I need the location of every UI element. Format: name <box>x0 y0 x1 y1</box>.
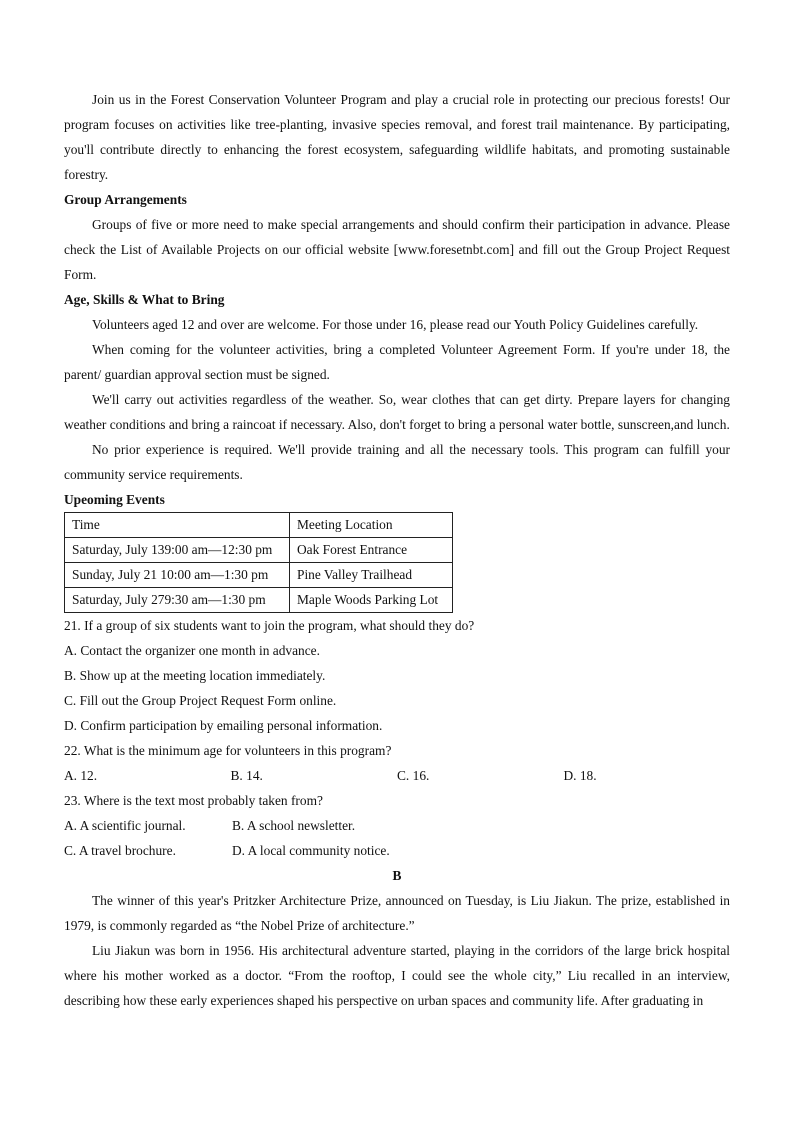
age-paragraph-1: Volunteers aged 12 and over are welcome. For those under 16, please read our Youth Policy Guidelines carefully. <box>92 317 699 332</box>
section-b-label: B <box>392 868 402 883</box>
table-cell-time: Saturday, July 279:30 am—1:30 pm <box>65 588 290 613</box>
document-page <box>64 87 730 1013</box>
q22-option-d: D. 18. <box>563 768 597 783</box>
q21-option-d: D. Confirm participation by emailing personal information. <box>64 718 383 733</box>
table-cell-time: Saturday, July 139:00 am—12:30 pm <box>65 538 290 563</box>
q23-options-row-2 <box>64 838 730 863</box>
q21-option-c: C. Fill out the Group Project Request Form online. <box>64 693 337 708</box>
section-b-paragraph-2: Liu Jiakun was born in 1956. His architectural adventure started, playing in the corridors of the large brick hospital where his mother worked as a doctor. “From the rooftop, I could see the whole city,” Liu recalled in an interview, describing how these early experiences shaped his perspective on urban spaces and community life. After graduating in <box>64 943 730 1008</box>
q22-option-c: C. 16. <box>397 768 430 783</box>
age-paragraph-2: When coming for the volunteer activities, bring a completed Volunteer Agreement Form. If you're under 18, the parent/ guardian approval section must be signed. <box>64 342 730 382</box>
upcoming-events-heading: Upeoming Events <box>64 492 165 507</box>
section-b-paragraph-1: The winner of this year's Pritzker Architecture Prize, announced on Tuesday, is Liu Jiakun. The prize, established in 1979, is commonly regarded as “the Nobel Prize of architecture.” <box>64 893 730 933</box>
age-paragraph-4: No prior experience is required. We'll provide training and all the necessary tools. This program can fulfill your community service requirements. <box>64 442 730 482</box>
q23-option-a: A. A scientific journal. <box>64 818 186 833</box>
q21-option-b: B. Show up at the meeting location immediately. <box>64 668 326 683</box>
q23-options-row-1 <box>64 813 730 838</box>
q22-option-b: B. 14. <box>230 768 263 783</box>
question-23: 23. Where is the text most probably taken from? <box>64 793 323 808</box>
table-cell-location: Oak Forest Entrance <box>290 538 453 563</box>
table-row <box>65 588 453 613</box>
table-header-row <box>65 513 453 538</box>
table-cell-time: Sunday, July 21 10:00 am—1:30 pm <box>65 563 290 588</box>
events-table <box>64 512 453 613</box>
intro-paragraph: Join us in the Forest Conservation Volunteer Program and play a crucial role in protecting our precious forests! Our program focuses on activities like tree-planting, invasive species removal, and forest trail maintenance. By participating, you'll contribute directly to enhancing the forest ecosystem, safeguarding wildlife habitats, and promoting sustainable forestry. <box>64 92 730 182</box>
q23-option-c: C. A travel brochure. <box>64 843 176 858</box>
group-arrangements-heading: Group Arrangements <box>64 192 187 207</box>
question-21: 21. If a group of six students want to join the program, what should they do? <box>64 618 475 633</box>
q22-options <box>64 763 730 788</box>
table-header-time: Time <box>65 513 290 538</box>
q21-option-a: A. Contact the organizer one month in advance. <box>64 643 320 658</box>
q22-option-a: A. 12. <box>64 768 98 783</box>
table-row <box>65 538 453 563</box>
age-skills-heading: Age, Skills & What to Bring <box>64 292 225 307</box>
question-22: 22. What is the minimum age for volunteers in this program? <box>64 743 392 758</box>
table-row <box>65 563 453 588</box>
table-cell-location: Maple Woods Parking Lot <box>290 588 453 613</box>
q23-option-b: B. A school newsletter. <box>232 818 356 833</box>
table-header-location: Meeting Location <box>290 513 453 538</box>
age-paragraph-3: We'll carry out activities regardless of the weather. So, wear clothes that can get dirty. Prepare layers for changing weather conditions and bring a raincoat if necessary. Also, don't forget to bring a personal water bottle, sunscreen,and lunch. <box>64 392 730 432</box>
table-cell-location: Pine Valley Trailhead <box>290 563 453 588</box>
q23-option-d: D. A local community notice. <box>232 843 390 858</box>
group-arrangements-paragraph: Groups of five or more need to make special arrangements and should confirm their participation in advance. Please check the List of Available Projects on our official website [www.foresetnbt.com] and fill out the Group Project Request Form. <box>64 217 730 282</box>
